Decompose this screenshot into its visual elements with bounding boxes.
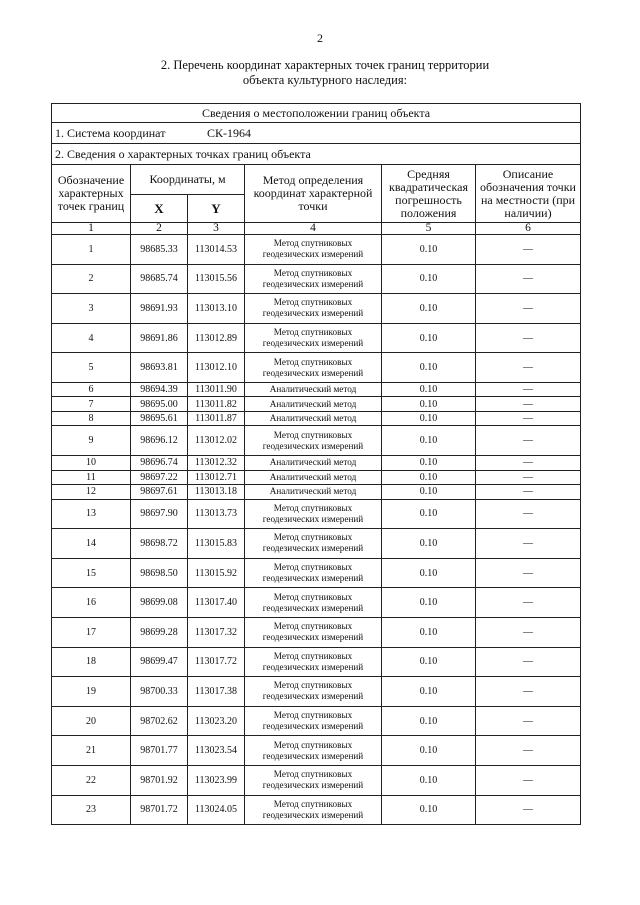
table-row [52,485,581,500]
point-number: 19 [52,677,131,707]
title-line-2: объекта культурного наследия: [242,73,408,87]
point-error: 0.10 [382,397,476,412]
point-error: 0.10 [382,558,476,588]
column-number-3: 3 [188,223,245,235]
point-x: 98701.92 [131,765,188,795]
point-number: 2 [52,264,131,294]
point-x: 98697.90 [131,499,188,529]
point-description: — [476,558,581,588]
point-method: Аналитический метод [245,382,382,397]
point-description: — [476,397,581,412]
point-x: 98701.77 [131,736,188,766]
table-row [52,795,581,825]
column-number-5: 5 [382,223,476,235]
point-error: 0.10 [382,706,476,736]
point-error: 0.10 [382,647,476,677]
table-row [52,706,581,736]
point-description: — [476,677,581,707]
table-row [52,294,581,324]
point-number: 1 [52,235,131,265]
point-error: 0.10 [382,529,476,559]
point-x: 98698.72 [131,529,188,559]
point-y: 113012.89 [188,323,245,353]
point-y: 113017.72 [188,647,245,677]
point-y: 113012.10 [188,353,245,383]
header-method: Метод определения координат характерной точки [245,165,382,223]
table-row [52,617,581,647]
point-error: 0.10 [382,765,476,795]
table-row [52,397,581,412]
point-y: 113015.92 [188,558,245,588]
point-method: Метод спутниковых геодезических измерений [245,795,382,825]
point-description: — [476,499,581,529]
point-y: 113014.53 [188,235,245,265]
point-x: 98702.62 [131,706,188,736]
point-number: 8 [52,411,131,426]
point-number: 12 [52,485,131,500]
point-description: — [476,617,581,647]
document-title [60,58,590,88]
point-error: 0.10 [382,456,476,471]
point-description: — [476,426,581,456]
point-number: 17 [52,617,131,647]
point-y: 113012.71 [188,470,245,485]
point-number: 20 [52,706,131,736]
column-number-2: 2 [131,223,188,235]
point-method: Аналитический метод [245,485,382,500]
point-description: — [476,588,581,618]
point-y: 113013.73 [188,499,245,529]
point-method: Метод спутниковых геодезических измерений [245,353,382,383]
point-method: Метод спутниковых геодезических измерений [245,264,382,294]
point-method: Метод спутниковых геодезических измерений [245,706,382,736]
table-row [52,647,581,677]
point-number: 10 [52,456,131,471]
point-description: — [476,795,581,825]
point-x: 98699.08 [131,588,188,618]
table-row [52,677,581,707]
point-x: 98701.72 [131,795,188,825]
table-row [52,235,581,265]
point-method: Аналитический метод [245,456,382,471]
point-error: 0.10 [382,588,476,618]
point-method: Метод спутниковых геодезических измерений [245,736,382,766]
point-number: 9 [52,426,131,456]
point-number: 5 [52,353,131,383]
points-caption: 2. Сведения о характерных точках границ объекта [52,144,581,165]
point-error: 0.10 [382,499,476,529]
coordinate-system-row [52,123,581,144]
point-x: 98691.86 [131,323,188,353]
coordinates-table-body [52,104,581,825]
point-error: 0.10 [382,485,476,500]
point-description: — [476,456,581,471]
point-y: 113011.82 [188,397,245,412]
point-y: 113011.87 [188,411,245,426]
table-row [52,529,581,559]
point-number: 16 [52,588,131,618]
table-row [52,736,581,766]
point-description: — [476,353,581,383]
point-method: Аналитический метод [245,411,382,426]
coordinate-system-value: СК-1964 [207,125,252,140]
point-x: 98698.50 [131,558,188,588]
point-error: 0.10 [382,353,476,383]
point-description: — [476,765,581,795]
point-error: 0.10 [382,382,476,397]
point-y: 113012.02 [188,426,245,456]
point-method: Метод спутниковых геодезических измерений [245,499,382,529]
page-number: 2 [317,31,323,45]
table-row [52,765,581,795]
point-y: 113017.32 [188,617,245,647]
point-y: 113023.20 [188,706,245,736]
point-method: Метод спутниковых геодезических измерений [245,617,382,647]
point-error: 0.10 [382,795,476,825]
point-description: — [476,470,581,485]
point-number: 14 [52,529,131,559]
point-method: Метод спутниковых геодезических измерений [245,558,382,588]
point-method: Метод спутниковых геодезических измерений [245,426,382,456]
header-x: X [131,195,188,223]
point-y: 113013.18 [188,485,245,500]
point-x: 98699.47 [131,647,188,677]
header-coordinates: Координаты, м [131,165,245,195]
table-row [52,456,581,471]
table-row [52,353,581,383]
point-method: Метод спутниковых геодезических измерений [245,588,382,618]
point-x: 98685.33 [131,235,188,265]
point-x: 98693.81 [131,353,188,383]
point-y: 113017.40 [188,588,245,618]
point-y: 113024.05 [188,795,245,825]
table-row [52,411,581,426]
table-caption: Сведения о местоположении границ объекта [52,104,581,123]
point-error: 0.10 [382,264,476,294]
point-x: 98696.12 [131,426,188,456]
point-method: Метод спутниковых геодезических измерений [245,677,382,707]
point-method: Аналитический метод [245,397,382,412]
point-y: 113015.56 [188,264,245,294]
point-error: 0.10 [382,470,476,485]
point-y: 113011.90 [188,382,245,397]
point-y: 113017.38 [188,677,245,707]
point-x: 98697.61 [131,485,188,500]
point-x: 98695.61 [131,411,188,426]
column-number-6: 6 [476,223,581,235]
header-designation: Обозначение характерных точек границ [52,165,131,223]
point-y: 113013.10 [188,294,245,324]
point-x: 98685.74 [131,264,188,294]
point-error: 0.10 [382,617,476,647]
point-description: — [476,264,581,294]
point-description: — [476,706,581,736]
point-error: 0.10 [382,677,476,707]
point-number: 7 [52,397,131,412]
point-description: — [476,647,581,677]
point-x: 98697.22 [131,470,188,485]
point-number: 15 [52,558,131,588]
point-y: 113015.83 [188,529,245,559]
point-method: Метод спутниковых геодезических измерений [245,235,382,265]
point-x: 98700.33 [131,677,188,707]
point-x: 98699.28 [131,617,188,647]
point-description: — [476,529,581,559]
point-method: Аналитический метод [245,470,382,485]
point-description: — [476,382,581,397]
point-method: Метод спутниковых геодезических измерений [245,647,382,677]
point-number: 22 [52,765,131,795]
table-row [52,323,581,353]
point-method: Метод спутниковых геодезических измерений [245,294,382,324]
header-description: Описание обозначения точки на местности (при наличии) [476,165,581,223]
point-error: 0.10 [382,736,476,766]
point-number: 21 [52,736,131,766]
coordinates-table [51,103,581,825]
point-description: — [476,485,581,500]
point-description: — [476,323,581,353]
point-error: 0.10 [382,411,476,426]
point-description: — [476,411,581,426]
point-error: 0.10 [382,323,476,353]
point-number: 3 [52,294,131,324]
point-error: 0.10 [382,426,476,456]
point-method: Метод спутниковых геодезических измерений [245,529,382,559]
point-number: 18 [52,647,131,677]
point-number: 11 [52,470,131,485]
point-method: Метод спутниковых геодезических измерений [245,323,382,353]
point-x: 98694.39 [131,382,188,397]
table-row [52,264,581,294]
point-number: 23 [52,795,131,825]
point-number: 4 [52,323,131,353]
point-description: — [476,294,581,324]
table-row [52,588,581,618]
point-error: 0.10 [382,235,476,265]
point-method: Метод спутниковых геодезических измерений [245,765,382,795]
point-y: 113023.54 [188,736,245,766]
header-y: Y [188,195,245,223]
column-number-1: 1 [52,223,131,235]
point-description: — [476,235,581,265]
point-y: 113012.32 [188,456,245,471]
column-number-4: 4 [245,223,382,235]
point-x: 98695.00 [131,397,188,412]
coordinate-system-label: 1. Система координат [55,125,166,140]
point-y: 113023.99 [188,765,245,795]
point-error: 0.10 [382,294,476,324]
table-row [52,499,581,529]
point-x: 98696.74 [131,456,188,471]
table-row [52,382,581,397]
header-error: Средняя квадратическая погрешность положения [382,165,476,223]
table-row [52,470,581,485]
title-line-1: 2. Перечень координат характерных точек границ территории [160,58,490,72]
point-number: 13 [52,499,131,529]
point-number: 6 [52,382,131,397]
point-x: 98691.93 [131,294,188,324]
table-row [52,426,581,456]
table-row [52,558,581,588]
point-description: — [476,736,581,766]
